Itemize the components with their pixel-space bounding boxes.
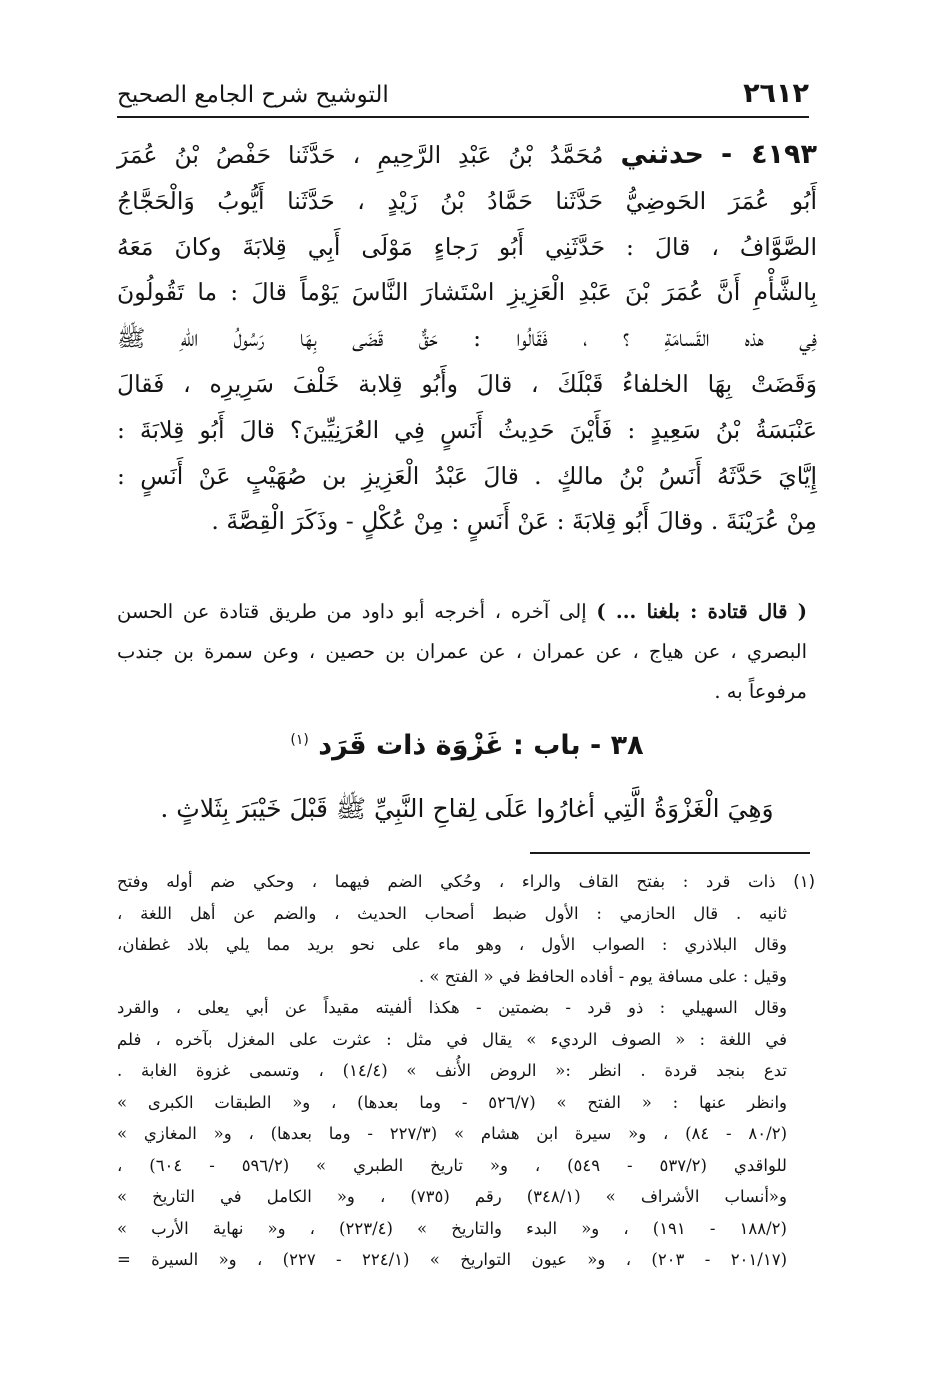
footnote-divider — [530, 852, 810, 854]
footnote-line: (١) ذات قرد : بفتح القاف والراء ، وحُكي الضم فيهما ، وحكي ضم أوله وفتح — [117, 872, 815, 891]
chapter-subtitle: وَهِيَ الْغَزْوَةُ الَّتِي أغارُوا عَلَى لِقاحِ النَّبِيِّ ﷺ قَبْلَ خَيْبَرَ بِثَلاثٍ . — [160, 794, 774, 823]
commentary-lead: ( قال قتادة : بلغنا ... ) — [596, 600, 807, 623]
footnote-line: للواقدي (٥٣٧/٢ - ٥٤٩) ، و« تاريخ الطبري » (٥٩٦/٢ - ٦٠٤) ، — [117, 1155, 787, 1175]
hadith-line: وَقَضَتْ بِهَا الخلفاءُ قَبْلَكَ ، قالَ وأَبُو قِلابة خَلْفَ سَرِيرِه ، فَقالَ — [117, 369, 817, 398]
footnote-line: تدع بنجد قردة . انظر :« الروض الأُنف » (١٤/٤) ، وتسمى غزوة الغابة . — [117, 1061, 788, 1080]
footnote-line: (١٨٨/٢ - ١٩١) ، و« البدء والتاريخ » (٢٢٣/٤) ، و« نهاية الأرب » — [117, 1218, 787, 1238]
hadith-line: بِالشَّأْمِ أَنَّ عُمَرَ بْنَ عَبْدِ الْعَزِيزِ اسْتَشارَ النَّاسَ يَوْماً قالَ : ما تَقُولُونَ — [117, 278, 817, 307]
hadith-number: ٤١٩٣ - — [720, 139, 817, 170]
footnote-line: وقيل : على مسافة يوم - أفاده الحافظ في « الفتح » . — [418, 966, 787, 986]
running-header — [117, 76, 809, 118]
footnote-line: (٨٠/٢ - ٨٤) ، و« سيرة ابن هشام » (٢٢٧/٣ - وما بعدها) ، و« المغازي » — [117, 1124, 787, 1143]
footnotes — [117, 866, 815, 1276]
hadith-line: أَبُو عُمَرَ الحَوضِيُّ حَدَّثَنا حَمَّادُ بْنُ زَيْدٍ ، حَدَّثَنا أَيُّوبُ وَالْحَجَّاجُ — [117, 186, 817, 215]
hadith-line: مِنْ عُرَيْنَةَ . وقالَ أَبُو قِلابَةَ : عَنْ أَنَسٍ : مِنْ عُكْلٍ - وذَكَرَ الْقِصَّةَ . — [211, 507, 817, 536]
footnote-reference[interactable]: (١) — [290, 732, 309, 748]
footnote-line: (٢٠١/١٧ - ٢٠٣) ، و« عيون التواريخ » (٢٢٤/١ - ٢٢٧) ، و« السيرة = — [117, 1250, 787, 1269]
hadith-line: عَنْبَسَةُ بْنُ سَعِيدٍ : فَأَيْنَ حَدِيثُ أَنَسٍ فِي العُرَنِيِّينَ؟ قالَ أَبُو قِلابَةَ : — [117, 415, 817, 444]
book-title: التوشيح شرح الجامع الصحيح — [117, 82, 389, 108]
footnote-line: و«أنساب الأشراف » (٣٤٨/١) رقم (٧٣٥) ، و« الكامل في التاريخ » — [117, 1187, 787, 1206]
hadith-opening: حدثني — [620, 139, 705, 170]
hadith-line: الصَّوَّافُ ، قالَ : حَدَّثَنِي أَبُو رَجاءٍ مَوْلَى أَبِي قِلابَةَ وكانَ مَعَهُ — [117, 232, 817, 261]
footnote-line: في اللغة : « الصوف الرديء » يقال في مثل : عثرت على المغزل بآخره ، فلم — [117, 1029, 787, 1049]
hadith-line: إِيَّايَ حَدَّثَهُ أَنَسُ بْنُ مالكٍ . قالَ عَبْدُ الْعَزِيزِ بن صُهَيْبٍ عَنْ أَنَسٍ : — [117, 461, 817, 490]
commentary-text: إلى آخره ، أخرجه أبو داود من طريق قتادة عن الحسن البصري ، عن هياج ، عن عمران ، عن عمران بن حصين ، وعن سمرة بن جندب مرفوعاً به . — [117, 600, 807, 703]
hadith-line: ٤١٩٣ - حدثني مُحَمَّدُ بْنُ عَبْدِ الرَّحِيمِ ، حَدَّثَنا حَفْصُ بْنُ عُمَرَ — [117, 139, 817, 170]
chapter-heading — [117, 730, 817, 761]
footnote-line: ثانيه . قال الحازمي : الأول ضبط أصحاب الحديث ، والضم عن أهل اللغة ، — [117, 903, 787, 923]
page-number: ٢٦١٢ — [743, 78, 809, 109]
footnote-line: وقال السهيلي : ذو قرد - بضمتين - هكذا ألفيته مقيداً عن أبي يعلى ، والقرد — [117, 998, 787, 1017]
footnote-number: (١) — [793, 872, 815, 891]
commentary-paragraph — [117, 592, 807, 712]
chapter-title: ٣٨ - باب : غَزْوَة ذات قَرَد — [318, 730, 644, 761]
footnote-line: وقال البلاذري : الصواب الأول ، وهو ماء على نحو بريد مما يلي بلاد غطفان، — [117, 935, 787, 954]
hadith-text — [117, 132, 817, 545]
hadith-line: فِي هذه القَسامَةِ ؟ ، فَقَالُوا : حَقٌّ قَضَى بِهَا رَسُولُ اللهِ ﷺ — [117, 324, 817, 353]
footnote-line: وانظر عنها : « الفتح » (٥٢٦/٧ - وما بعدها) ، و« الطبقات الكبرى » — [117, 1092, 788, 1112]
